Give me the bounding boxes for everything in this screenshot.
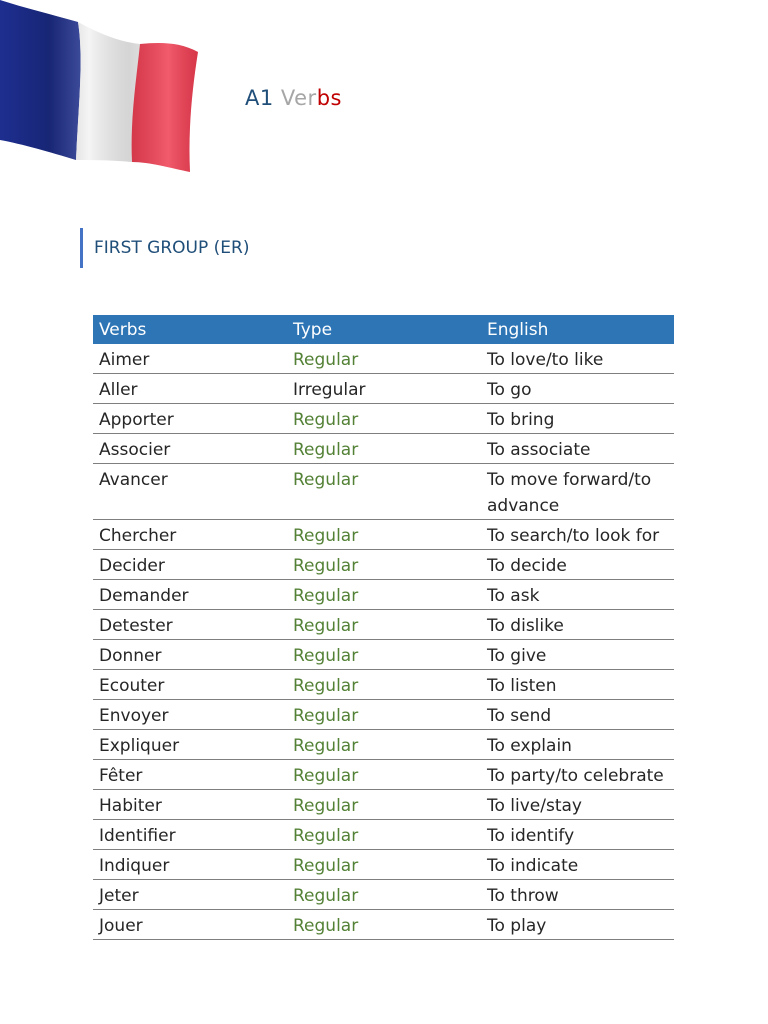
verb-cell: Envoyer [93,700,287,730]
french-flag-icon [0,0,205,180]
title-word-start: Ver [280,86,317,110]
verb-cell: Jouer [93,910,287,940]
table-row [93,670,674,700]
type-cell: Irregular [287,374,481,404]
english-cell: To move forward/to advance [481,464,674,520]
verb-cell: Chercher [93,520,287,550]
section-heading: FIRST GROUP (ER) [80,228,249,268]
table-row [93,404,674,434]
english-cell: To explain [481,730,674,760]
table-row [93,850,674,880]
table-row [93,760,674,790]
english-cell: To give [481,640,674,670]
table-row [93,550,674,580]
verb-cell: Avancer [93,464,287,520]
type-cell: Regular [287,670,481,700]
english-cell: To dislike [481,610,674,640]
type-cell: Regular [287,610,481,640]
type-cell: Regular [287,344,481,374]
verb-cell: Aller [93,374,287,404]
english-cell: To listen [481,670,674,700]
type-cell: Regular [287,730,481,760]
table-row [93,790,674,820]
column-header-english: English [481,315,674,344]
table-row [93,520,674,550]
verb-cell: Ecouter [93,670,287,700]
type-cell: Regular [287,790,481,820]
english-cell: To ask [481,580,674,610]
table-row [93,580,674,610]
english-cell: To go [481,374,674,404]
table-header-row [93,315,674,344]
type-cell: Regular [287,760,481,790]
english-cell: To identify [481,820,674,850]
type-cell: Regular [287,910,481,940]
table-row [93,820,674,850]
table-row [93,730,674,760]
english-cell: To live/stay [481,790,674,820]
title-level: A1 [245,86,281,110]
table-row [93,374,674,404]
english-cell: To indicate [481,850,674,880]
english-cell: To throw [481,880,674,910]
english-cell: To play [481,910,674,940]
table-row [93,640,674,670]
table-row [93,880,674,910]
verb-cell: Jeter [93,880,287,910]
verb-cell: Donner [93,640,287,670]
table-row [93,464,674,520]
table-body [93,344,674,940]
english-cell: To party/to celebrate [481,760,674,790]
verbs-table [93,315,674,940]
type-cell: Regular [287,520,481,550]
type-cell: Regular [287,550,481,580]
verb-cell: Expliquer [93,730,287,760]
page-title [245,86,342,110]
verb-cell: Decider [93,550,287,580]
verb-cell: Associer [93,434,287,464]
type-cell: Regular [287,880,481,910]
table-row [93,700,674,730]
column-header-type: Type [287,315,481,344]
table-row [93,610,674,640]
english-cell: To search/to look for [481,520,674,550]
english-cell: To love/to like [481,344,674,374]
english-cell: To bring [481,404,674,434]
verb-cell: Demander [93,580,287,610]
table-row [93,344,674,374]
verb-cell: Fêter [93,760,287,790]
verb-cell: Habiter [93,790,287,820]
table-row [93,434,674,464]
column-header-verbs: Verbs [93,315,287,344]
type-cell: Regular [287,700,481,730]
english-cell: To associate [481,434,674,464]
type-cell: Regular [287,640,481,670]
verb-cell: Aimer [93,344,287,374]
title-word-end: bs [316,86,342,110]
verb-cell: Apporter [93,404,287,434]
table-row [93,910,674,940]
english-cell: To decide [481,550,674,580]
verb-cell: Identifier [93,820,287,850]
type-cell: Regular [287,580,481,610]
english-cell: To send [481,700,674,730]
type-cell: Regular [287,434,481,464]
verb-cell: Detester [93,610,287,640]
type-cell: Regular [287,820,481,850]
verb-cell: Indiquer [93,850,287,880]
type-cell: Regular [287,850,481,880]
type-cell: Regular [287,464,481,520]
type-cell: Regular [287,404,481,434]
